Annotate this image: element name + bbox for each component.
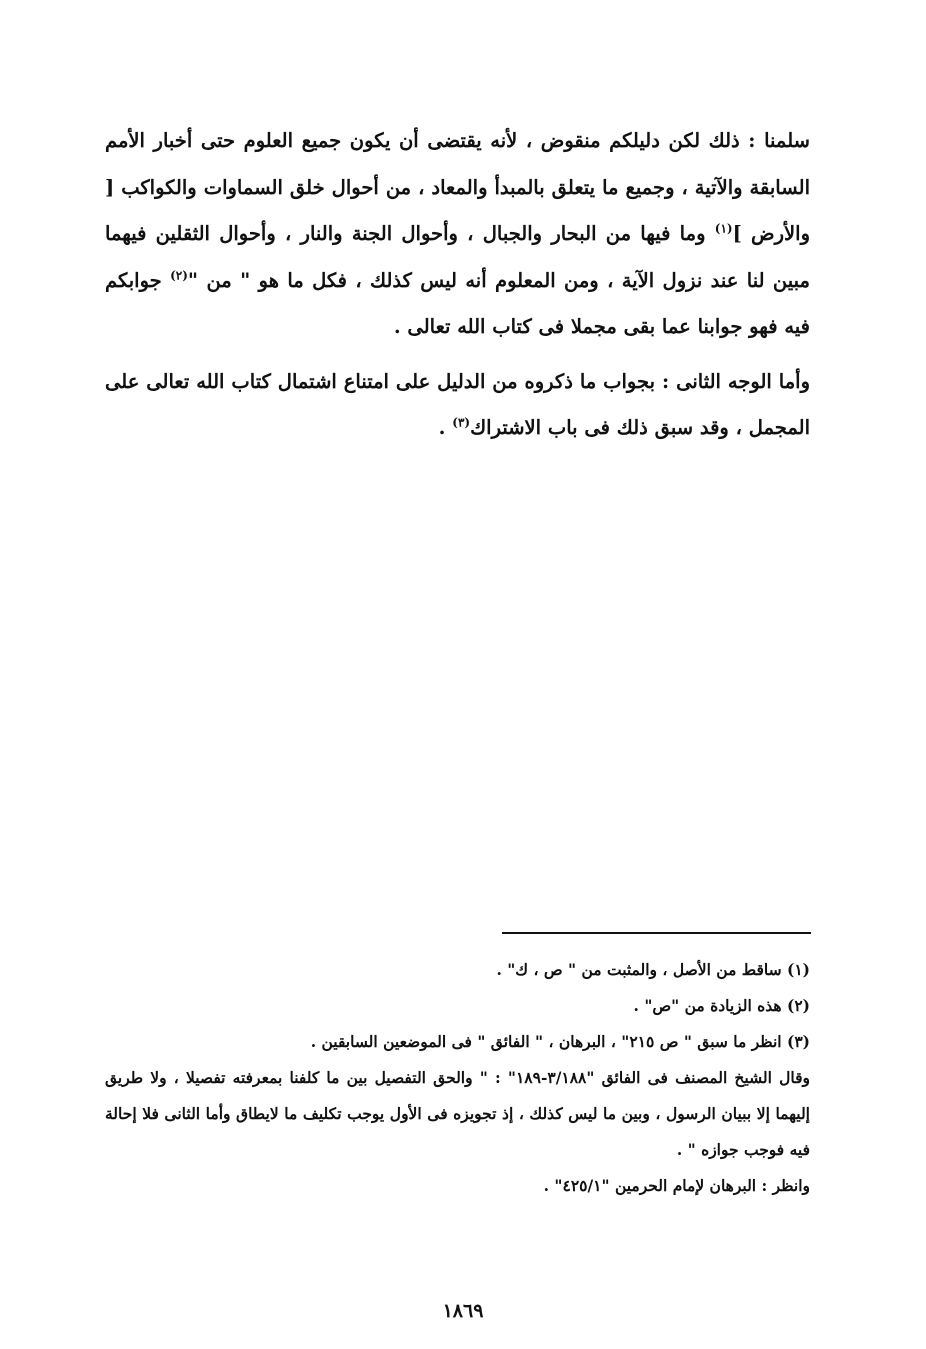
paragraph-1-text-b: وما فيها من البحار والجبال ، وأحوال الجنة والنار ، وأحوال الثقلين فيهما مبين لنا عند نزول الآية ، ومن المعلوم أنه ليس كذلك ، فكل ما هو " من " <box>105 222 810 292</box>
footnote-ref-1: (١) <box>714 221 733 236</box>
paragraph-2-text-b: . <box>438 416 453 439</box>
footnotes <box>105 952 810 1204</box>
paragraph-1-lead: سلمنا : <box>748 129 810 152</box>
paragraph-1-text-a: ذلك لكن دليلكم منقوض ، لأنه يقتضى أن يكون جميع العلوم حتى أخبار الأمم السابقة والآتية ، وجميع ما يتعلق بالمبدأ والمعاد ، من أحوال خلق السماوات والكواكب [ والأرض ] <box>105 129 811 245</box>
footnote-ref-2: (٢) <box>170 268 188 282</box>
footnote-2: (٢) هذه الزيادة من "ص" . <box>633 996 810 1015</box>
footnote-separator <box>502 932 811 934</box>
footnote-1: (١) ساقط من الأصل ، والمثبت من " ص ، ك" . <box>496 960 810 979</box>
footnote-3-reference: وانظر : البرهان لإمام الحرمين "٤٢٥/١" . <box>543 1176 810 1195</box>
footnote-3-continuation: وقال الشيخ المصنف فى الفائق "٣/١٨٨-١٨٩" : " والحق التفصيل بين ما كلفنا بمعرفته تفصيلا ، ولا طريق إليهما إلا ببيان الرسول ، وبين ما ليس كذلك ، إذ تجويزه فى الأول يوجب تكليف ما لايطاق وأما الثانى فلا إحالة فيه فوجب جوازه " . <box>105 1068 810 1159</box>
page-number: ١٨٦٩ <box>442 1300 484 1322</box>
footnote-3: (٣) انظر ما سبق " ص ٢١٥" ، البرهان ، " الفائق " فى الموضعين السابقين . <box>310 1032 810 1051</box>
paragraph-1-text-c: جوابكم فيه فهو جوابنا عما بقى مجملا فى كتاب الله تعالى . <box>105 268 810 338</box>
footnote-ref-3: (٣) <box>452 415 471 430</box>
paragraph-2-lead: وأما الوجه الثانى : <box>661 369 811 393</box>
paragraph-2 <box>105 359 810 452</box>
paragraph-1 <box>105 118 810 351</box>
main-text <box>105 118 810 452</box>
paragraph-2-text-a: بجواب ما ذكروه من الدليل على امتناع اشتمال كتاب الله تعالى على المجمل ، وقد سبق ذلك فى باب الاشتراك <box>105 369 810 439</box>
